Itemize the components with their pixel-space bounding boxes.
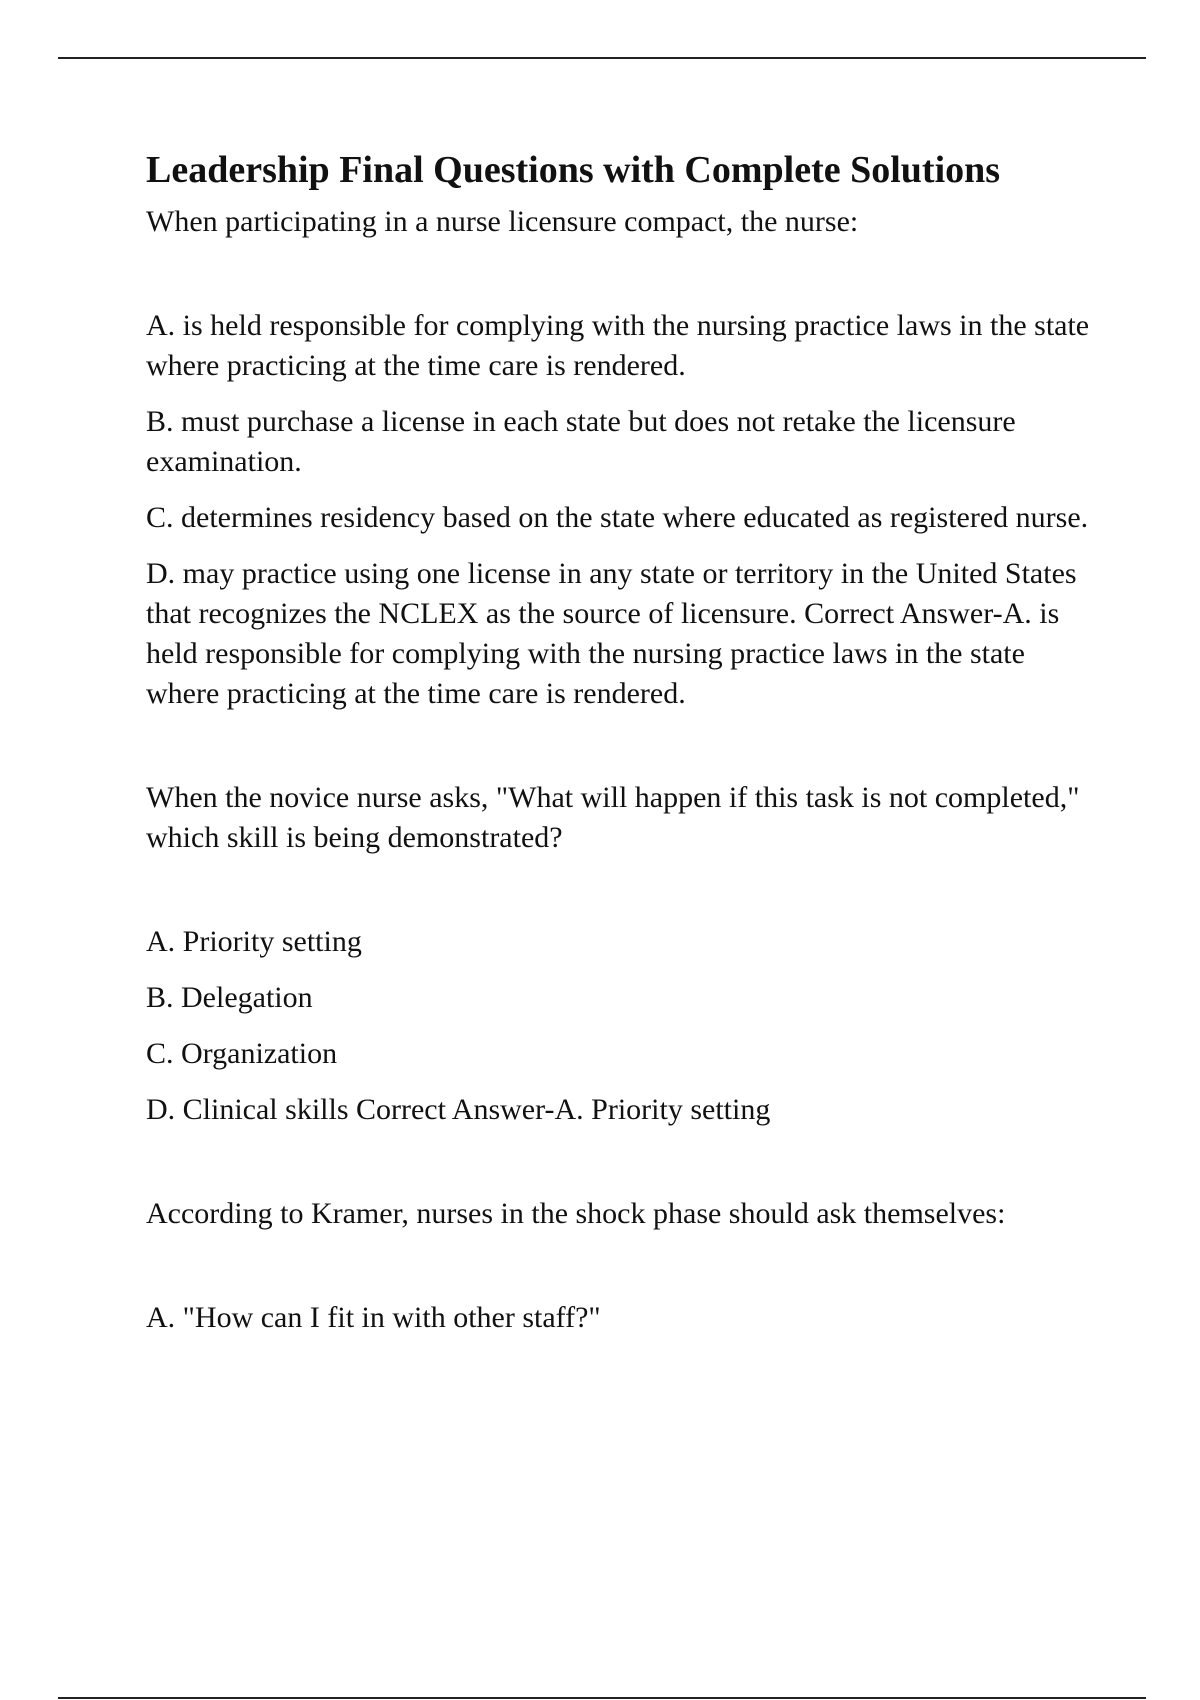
question-3 [146,1194,1096,1338]
answer-option-d: D. may practice using one license in any state or territory in the United States that recognizes the NCLEX as the source of licensure. Correct Answer-A. is held responsible for complying with the nursing practice laws in the state where practicing at the time care is rendered. [146,557,1077,710]
answer-option-c: C. Organization [146,1037,338,1070]
answer-option-a: A. "How can I fit in with other staff?" [146,1301,601,1334]
answer-option-a: A. Priority setting [146,925,362,958]
bottom-rule [58,1697,1146,1699]
answer-option-b: B. Delegation [146,981,313,1014]
question-prompt: When the novice nurse asks, "What will happen if this task is not completed," which skill is being demonstrated? [146,781,1080,854]
top-rule [58,57,1146,59]
document-body [146,140,1096,1338]
answer-option-d: D. Clinical skills Correct Answer-A. Priority setting [146,1093,771,1126]
question-2 [146,778,1096,1130]
answer-option-b: B. must purchase a license in each state but does not retake the licensure examination. [146,405,1016,478]
document-title: Leadership Final Questions with Complete Solutions [146,149,1001,191]
question-prompt: According to Kramer, nurses in the shock phase should ask themselves: [146,1197,1006,1230]
question-1 [146,202,1096,714]
question-prompt: When participating in a nurse licensure compact, the nurse: [146,205,859,238]
answer-option-c: C. determines residency based on the state where educated as registered nurse. [146,501,1089,534]
answer-option-a: A. is held responsible for complying with the nursing practice laws in the state where practicing at the time care is rendered. [146,309,1090,382]
